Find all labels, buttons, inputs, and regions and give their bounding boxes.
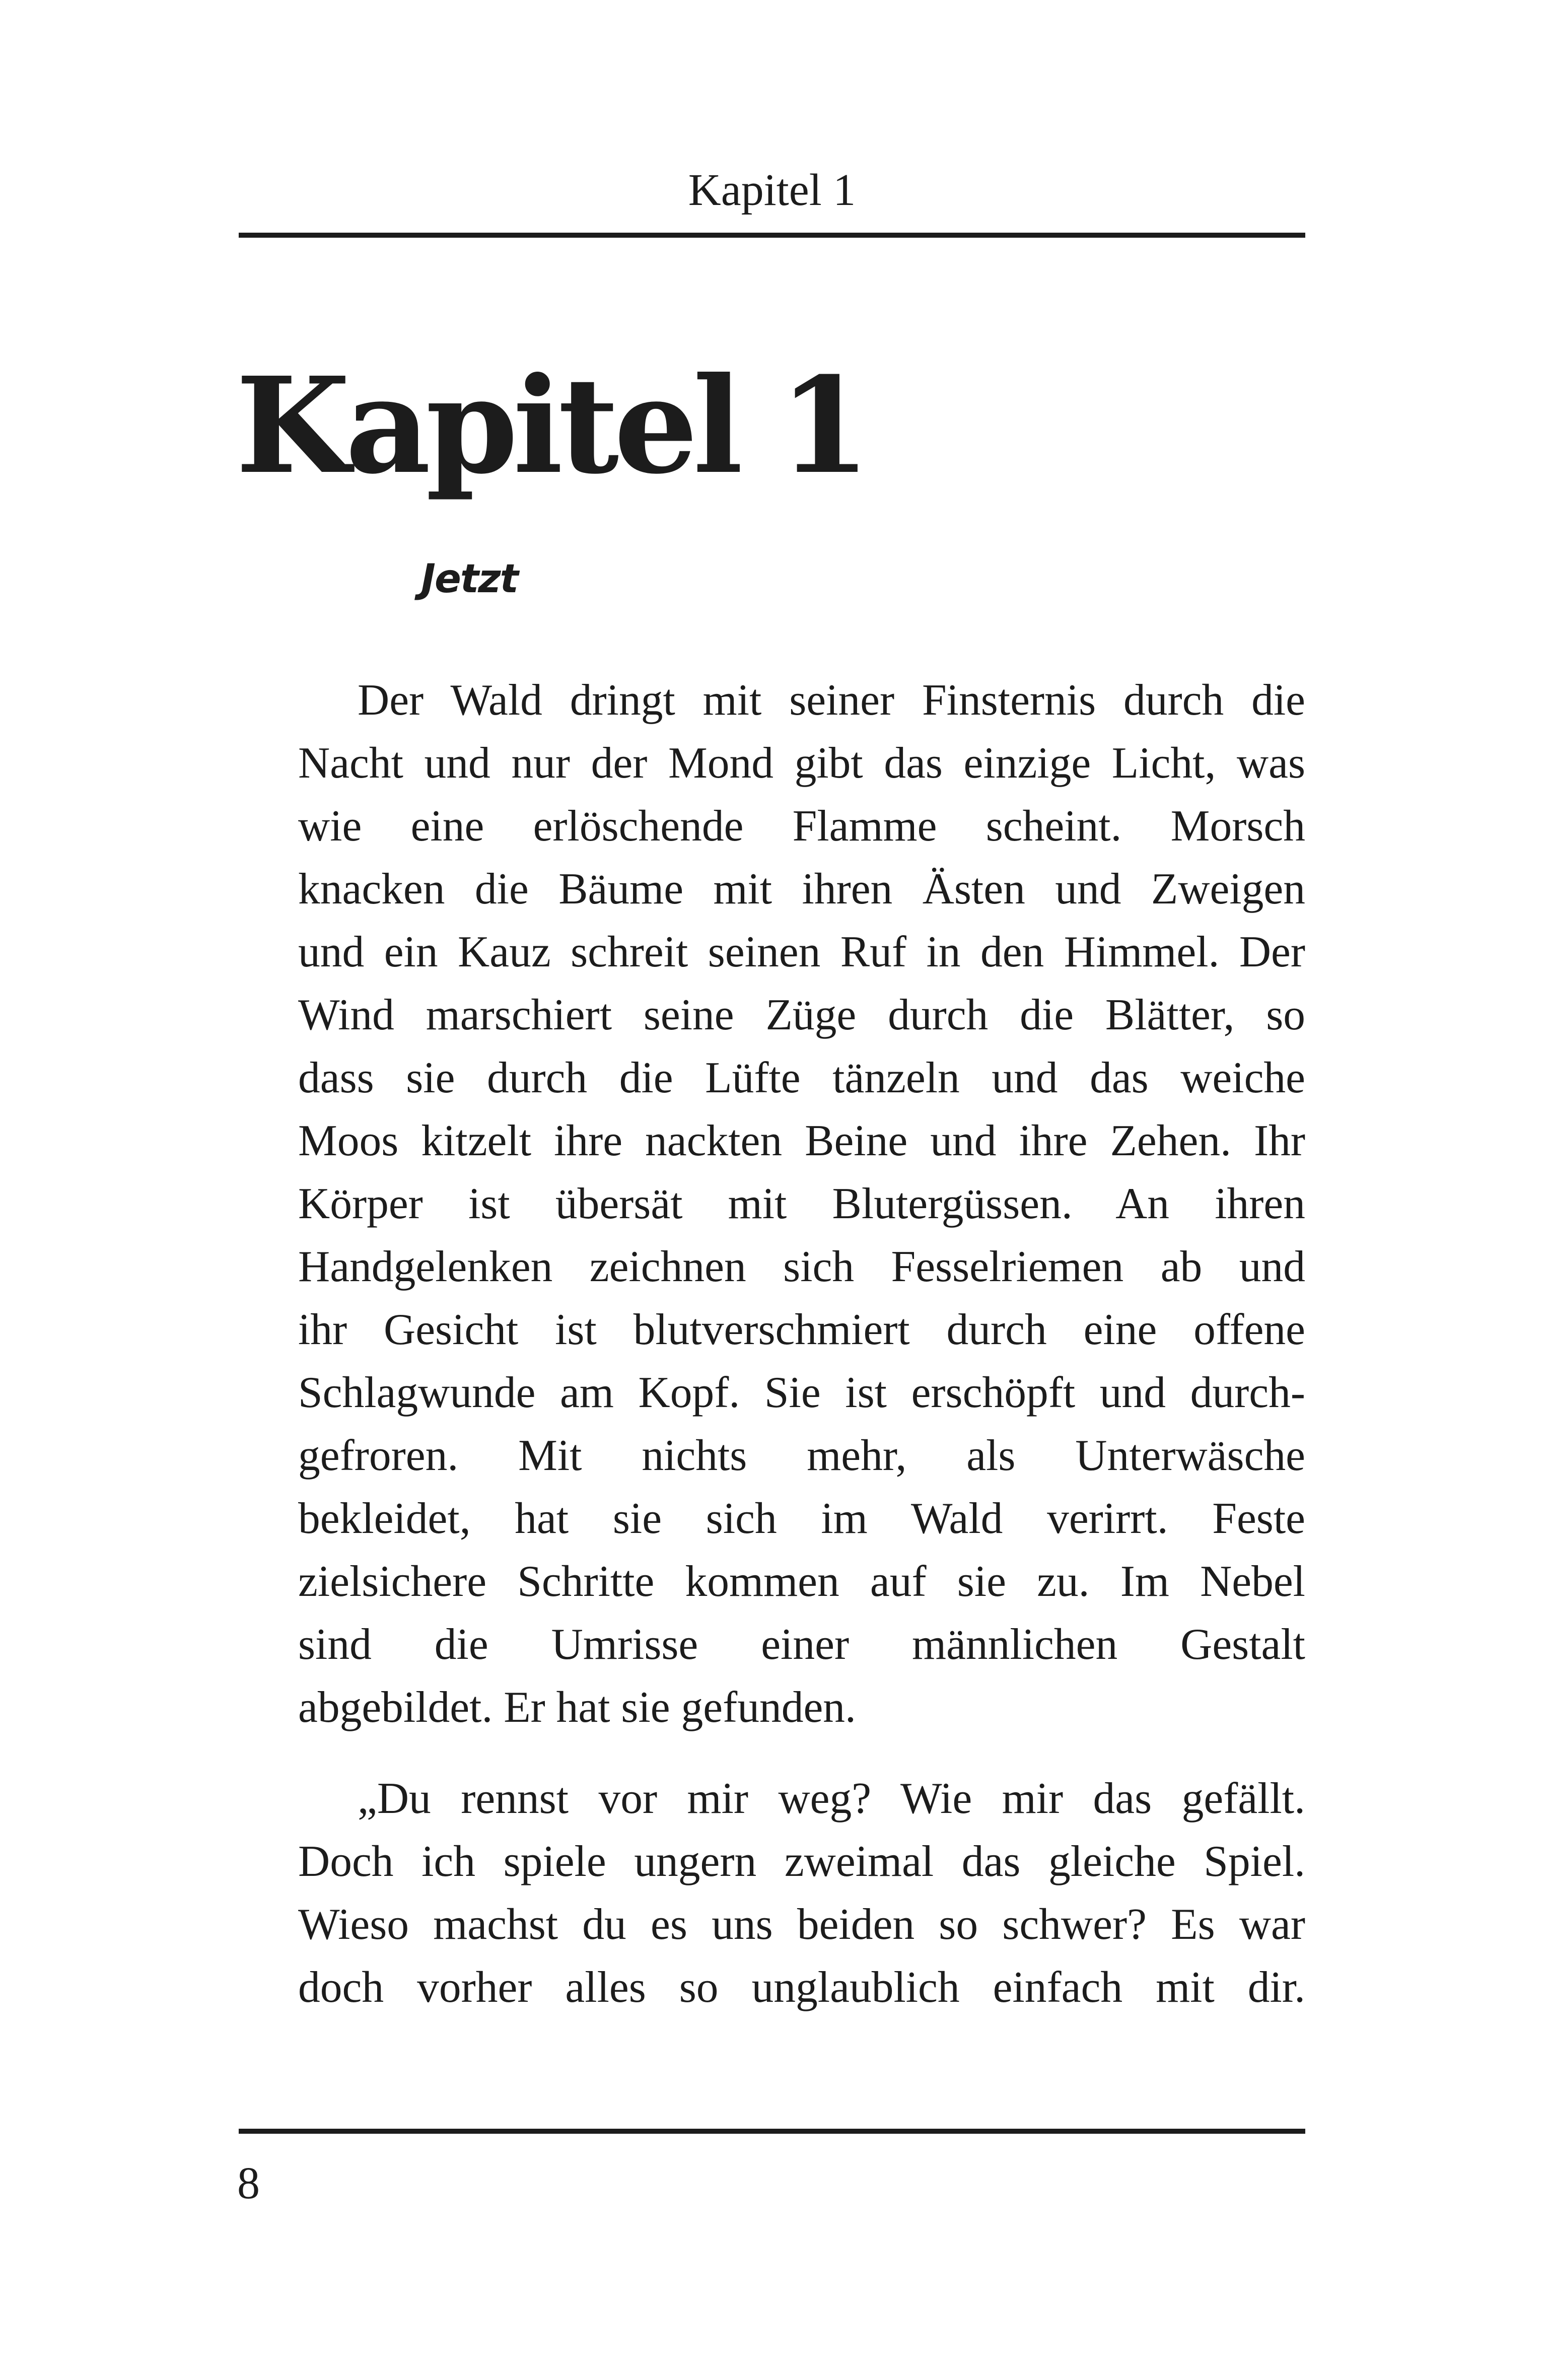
- text-line: und ein Kauz schreit seinen Ruf in den Himmel. Der: [298, 927, 1305, 976]
- footer-rule: [239, 2129, 1305, 2134]
- paragraph-2: [239, 1767, 1305, 2018]
- chapter-title: Kapitel 1: [236, 348, 866, 503]
- header-rule: [239, 233, 1305, 238]
- text-line: „Du rennst vor mir weg? Wie mir das gefällt.: [358, 1774, 1305, 1823]
- text-line: Körper ist übersät mit Blutergüssen. An ihren: [298, 1179, 1305, 1228]
- text-line: knacken die Bäume mit ihren Ästen und Zweigen: [298, 864, 1305, 913]
- text-line: Schlagwunde am Kopf. Sie ist erschöpft und durch-: [298, 1368, 1305, 1417]
- text-line: ihr Gesicht ist blutverschmiert durch eine offene: [298, 1305, 1305, 1354]
- text-line: Nacht und nur der Mond gibt das einzige Licht, was: [298, 738, 1305, 787]
- text-line: zielsichere Schritte kommen auf sie zu. Im Nebel: [298, 1557, 1305, 1605]
- text-line: Wind marschiert seine Züge durch die Blätter, so: [298, 990, 1305, 1039]
- text-line: Der Wald dringt mit seiner Finsternis durch die: [358, 675, 1305, 724]
- text-line: Wieso machst du es uns beiden so schwer? Es war: [298, 1900, 1305, 1948]
- text-line: Handgelenken zeichnen sich Fesselriemen ab und: [298, 1242, 1305, 1291]
- text-line: gefroren. Mit nichts mehr, als Unterwäsche: [298, 1431, 1305, 1480]
- text-line: Doch ich spiele ungern zweimal das gleiche Spiel.: [298, 1837, 1305, 1885]
- page-number: 8: [237, 2158, 260, 2208]
- text-line: bekleidet, hat sie sich im Wald verirrt. Feste: [298, 1494, 1305, 1543]
- text-line: abgebildet. Er hat sie gefunden.: [298, 1683, 856, 1731]
- text-line: sind die Umrisse einer männlichen Gestalt: [298, 1620, 1305, 1668]
- text-line: Moos kitzelt ihre nackten Beine und ihre Zehen. Ihr: [298, 1116, 1305, 1165]
- paragraph-gap: [239, 1738, 1305, 1767]
- text-line: dass sie durch die Lüfte tänzeln und das weiche: [298, 1053, 1305, 1102]
- running-head: Kapitel 1: [688, 165, 856, 215]
- paragraph-1: [239, 668, 1305, 1738]
- book-page: [236, 0, 1305, 2380]
- text-line: doch vorher alles so unglaublich einfach mit dir.: [298, 1963, 1305, 2011]
- text-line: wie eine erlöschende Flamme scheint. Morsch: [298, 801, 1305, 850]
- chapter-subtitle: Jetzt: [421, 556, 518, 602]
- body-text: [239, 668, 1305, 2018]
